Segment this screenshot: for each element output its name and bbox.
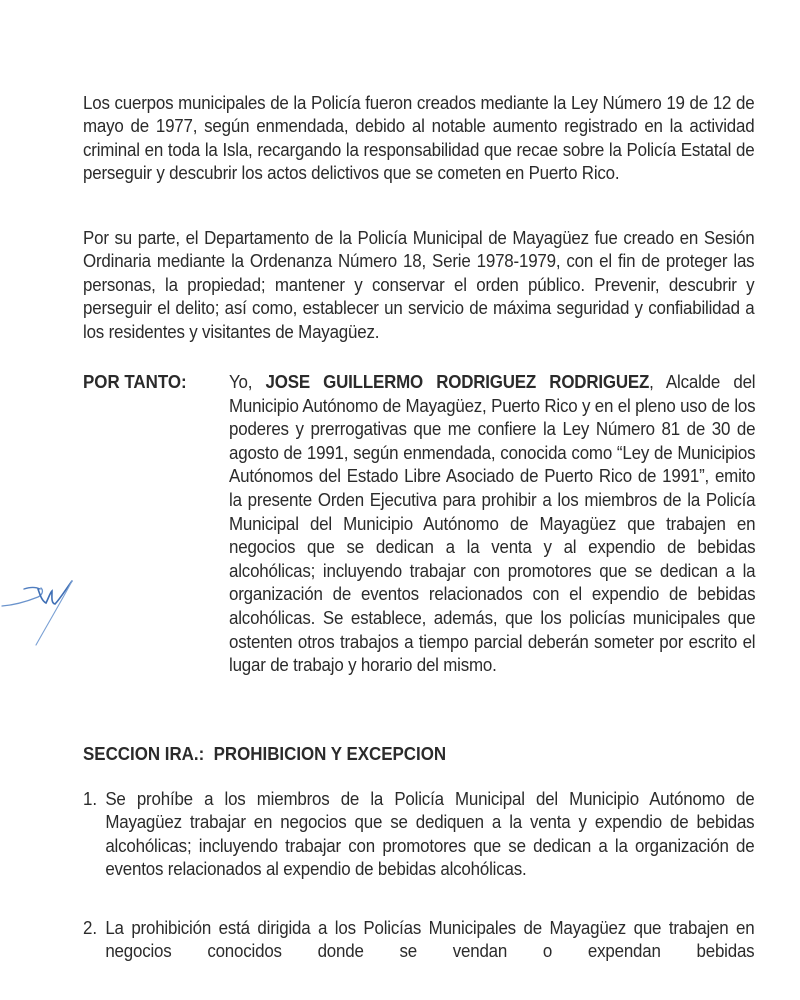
section-heading: SECCION IRA.: PROHIBICION Y EXCEPCION [83,744,447,764]
por-tanto-intro: Yo, [229,372,266,392]
list-item-number: 1. [83,789,98,809]
list-item [83,788,754,882]
por-tanto-text: , Alcalde del Municipio Autónomo de Mayagüez, Puerto Rico y en el pleno uso de los poderes y prerrogativas que me confiere la Ley Número 81 de 30 de agosto de 1991, según enmendada, conocida como “Ley de Municipios Autónomos del Estado Libre Asociado de Puerto Rico de 1991”, emito la presente Orden Ejecutiva para prohibir a los miembros de la Policía Municipal del Municipio Autónomo de Mayagüez que trabajen en negocios que se dedican a la venta y al expendio de bebidas alcohólicas; incluyendo trabajar con promotores que se dedican a la organización de eventos relacionados con el expendio de bebidas alcohólicas. Se establece, además, que los policías municipales que ostenten otros trabajos a tiempo parcial deberán someter por escrito el lugar de trabajo y horario del mismo. [229,372,756,676]
mayor-name: JOSE GUILLERMO RODRIGUEZ RODRIGUEZ [265,372,650,392]
list-item-number: 2. [83,918,98,938]
por-tanto-body [229,371,755,678]
list-item-text: La prohibición está dirigida a los Policías Municipales de Mayagüez que trabajen en negocios conocidos donde se vendan o expendan bebidas [105,918,755,962]
paragraph-background-law: Los cuerpos municipales de la Policía fueron creados mediante la Ley Número 19 de 12 de mayo de 1977, según enmendada, debido al notable aumento registrado en la actividad criminal en toda la Isla, recargando la responsabilidad que recae sobre la Policía Estatal de perseguir y descubrir los actos delictivos que se cometen en Puerto Rico. [83,93,755,184]
list-item-text: Se prohíbe a los miembros de la Policía Municipal del Municipio Autónomo de Mayagüez trabajar en negocios que se dediquen a la venta y expendio de bebidas alcohólicas; incluyendo trabajar con promotores que se dedican a la organización de eventos relacionados al expendio de bebidas alcohólicas. [105,789,755,880]
por-tanto-label: POR TANTO: [83,372,187,392]
paragraph-police-department: Por su parte, el Departamento de la Policía Municipal de Mayagüez fue creado en Sesión Ordinaria mediante la Ordenanza Número 18, Serie 1978-1979, con el fin de proteger las personas, la propiedad; mantener y conservar el orden público. Prevenir, descubrir y perseguir el delito; así como, establecer un servicio de máxima seguridad y confiabilidad a los residentes y visitantes de Mayagüez. [83,228,755,342]
signature-initials-icon [0,575,90,650]
list-item [83,917,754,964]
